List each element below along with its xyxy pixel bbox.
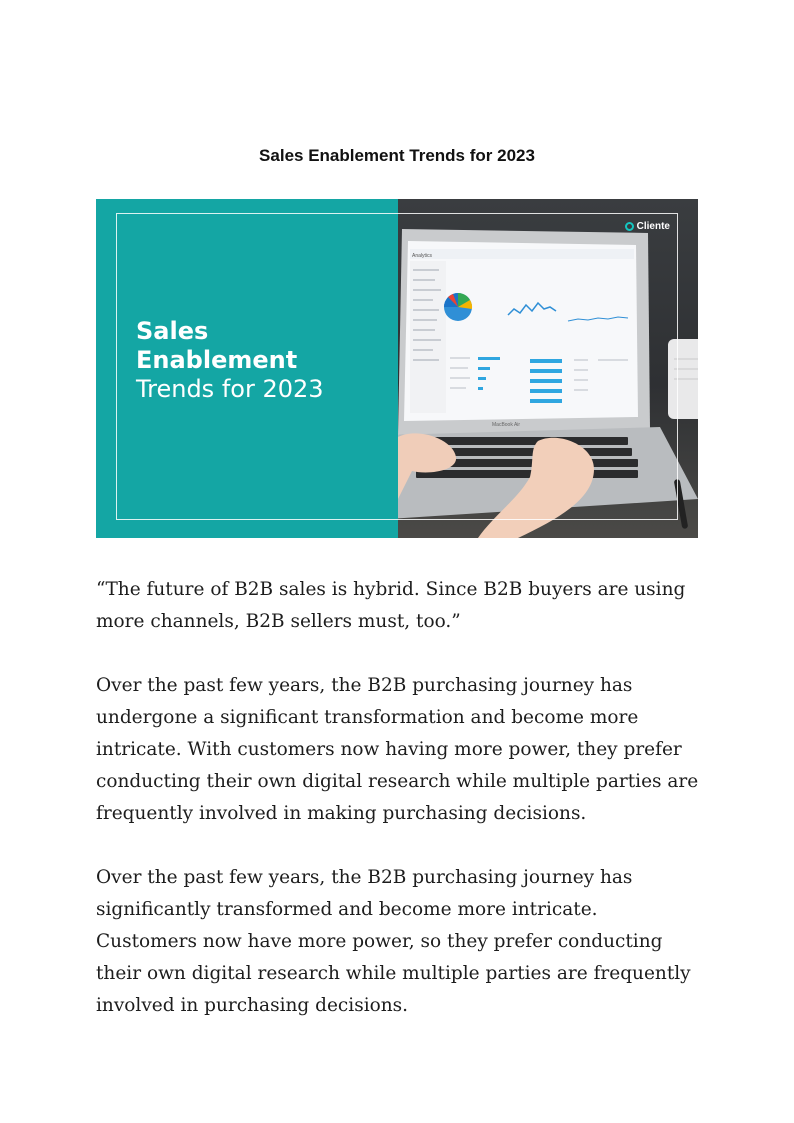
banner-headline-line1: Sales: [136, 317, 209, 345]
body-paragraph-1: Over the past few years, the B2B purchasing journey has undergone a significant transformation and become more intricate. With customers now having more power, they prefer conducting their own digital research while multiple parties are frequently involved in making purchasing decisions.: [96, 675, 699, 824]
banner-headline: [136, 317, 324, 404]
screen-pie-chart: [444, 293, 472, 321]
cliente-logo-icon: [625, 222, 634, 231]
quote-paragraph: “The future of B2B sales is hybrid. Since B2B buyers are using more channels, B2B sellers must, too.”: [96, 579, 686, 632]
cliente-logo: [625, 221, 670, 232]
screen-header-text: Analytics: [412, 253, 433, 259]
laptop-illustration: [398, 199, 698, 538]
body-paragraph-2: Over the past few years, the B2B purchasing journey has significantly transformed and become more intricate. Customers now have more power, so they prefer conducting their own digital research while multiple parties are frequently involved in purchasing decisions.: [96, 867, 691, 1016]
laptop-brand-label: MacBook Air: [492, 422, 521, 428]
banner-headline-line3: Trends for 2023: [136, 375, 324, 403]
hero-banner-image: [96, 199, 698, 538]
page-title: Sales Enablement Trends for 2023: [259, 146, 535, 165]
laptop-photo: [398, 199, 698, 538]
banner-headline-line2: Enablement: [136, 346, 298, 374]
cliente-logo-text: Cliente: [636, 221, 670, 232]
